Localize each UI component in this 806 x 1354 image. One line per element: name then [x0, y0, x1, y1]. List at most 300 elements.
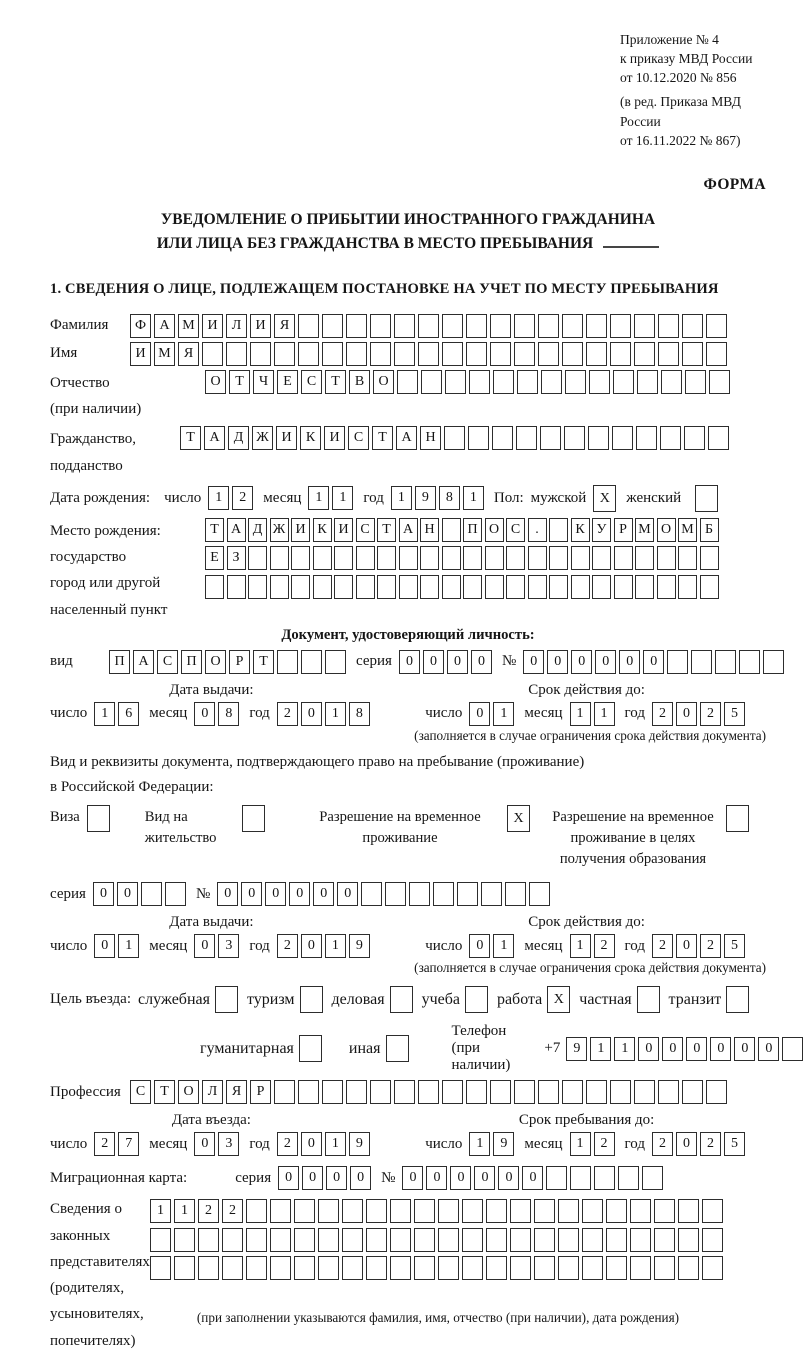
char-cell[interactable] — [782, 1037, 803, 1061]
char-cell[interactable] — [291, 575, 310, 599]
char-cell[interactable] — [394, 342, 415, 366]
char-cell[interactable]: С — [130, 1080, 151, 1104]
char-cell[interactable]: О — [205, 650, 226, 674]
char-cell[interactable]: 8 — [439, 486, 460, 510]
char-cell[interactable] — [682, 314, 703, 338]
char-cell[interactable]: 1 — [493, 934, 514, 958]
char-cell[interactable] — [397, 370, 418, 394]
char-cell[interactable]: 9 — [349, 1132, 370, 1156]
char-cell[interactable] — [370, 342, 391, 366]
char-cell[interactable] — [570, 1166, 591, 1190]
char-cell[interactable] — [366, 1199, 387, 1223]
char-cell[interactable]: Т — [205, 518, 224, 542]
char-cell[interactable] — [418, 314, 439, 338]
char-cell[interactable] — [294, 1199, 315, 1223]
char-cell[interactable] — [356, 546, 375, 570]
char-cell[interactable]: Р — [250, 1080, 271, 1104]
char-cell[interactable]: 7 — [118, 1132, 139, 1156]
char-cell[interactable]: 1 — [150, 1199, 171, 1223]
char-cell[interactable]: О — [373, 370, 394, 394]
char-cell[interactable]: Л — [202, 1080, 223, 1104]
char-cell[interactable] — [654, 1199, 675, 1223]
char-cell[interactable] — [366, 1228, 387, 1252]
char-cell[interactable] — [614, 546, 633, 570]
char-cell[interactable] — [506, 546, 525, 570]
char-cell[interactable] — [613, 370, 634, 394]
char-cell[interactable] — [529, 882, 550, 906]
char-cell[interactable] — [409, 882, 430, 906]
char-cell[interactable] — [763, 650, 784, 674]
char-cell[interactable] — [726, 805, 749, 832]
char-cell[interactable] — [661, 370, 682, 394]
char-cell[interactable] — [658, 314, 679, 338]
char-cell[interactable]: 1 — [570, 702, 591, 726]
char-cell[interactable] — [562, 1080, 583, 1104]
char-cell[interactable] — [538, 342, 559, 366]
char-cell[interactable]: 0 — [710, 1037, 731, 1061]
char-cell[interactable]: 0 — [426, 1166, 447, 1190]
char-cell[interactable]: X — [593, 485, 616, 512]
char-cell[interactable]: 0 — [301, 1132, 322, 1156]
char-cell[interactable] — [438, 1256, 459, 1280]
char-cell[interactable] — [386, 1035, 409, 1062]
char-cell[interactable] — [414, 1199, 435, 1223]
char-cell[interactable] — [660, 426, 681, 450]
char-cell[interactable] — [606, 1199, 627, 1223]
char-cell[interactable]: А — [227, 518, 246, 542]
char-cell[interactable] — [702, 1228, 723, 1252]
char-cell[interactable]: 0 — [217, 882, 238, 906]
char-cell[interactable]: X — [547, 986, 570, 1013]
char-cell[interactable] — [442, 314, 463, 338]
char-cell[interactable] — [394, 1080, 415, 1104]
char-cell[interactable] — [463, 546, 482, 570]
char-cell[interactable] — [462, 1256, 483, 1280]
char-cell[interactable] — [514, 342, 535, 366]
char-cell[interactable]: 1 — [463, 486, 484, 510]
char-cell[interactable] — [270, 1228, 291, 1252]
char-cell[interactable]: 2 — [594, 934, 615, 958]
char-cell[interactable] — [294, 1228, 315, 1252]
char-cell[interactable]: 0 — [474, 1166, 495, 1190]
char-cell[interactable]: 0 — [522, 1166, 543, 1190]
char-cell[interactable]: 1 — [594, 702, 615, 726]
char-cell[interactable] — [377, 546, 396, 570]
char-cell[interactable]: К — [313, 518, 332, 542]
char-cell[interactable]: 0 — [734, 1037, 755, 1061]
char-cell[interactable] — [442, 518, 461, 542]
char-cell[interactable] — [549, 546, 568, 570]
char-cell[interactable]: 0 — [289, 882, 310, 906]
char-cell[interactable] — [546, 1166, 567, 1190]
char-cell[interactable]: 2 — [277, 934, 298, 958]
char-cell[interactable] — [313, 546, 332, 570]
char-cell[interactable]: 0 — [547, 650, 568, 674]
char-cell[interactable]: 3 — [218, 934, 239, 958]
char-cell[interactable] — [274, 1080, 295, 1104]
char-cell[interactable]: 1 — [325, 1132, 346, 1156]
char-cell[interactable] — [682, 1080, 703, 1104]
char-cell[interactable]: Я — [274, 314, 295, 338]
char-cell[interactable] — [442, 342, 463, 366]
char-cell[interactable]: С — [157, 650, 178, 674]
char-cell[interactable] — [318, 1256, 339, 1280]
char-cell[interactable] — [174, 1228, 195, 1252]
char-cell[interactable]: К — [300, 426, 321, 450]
char-cell[interactable] — [637, 986, 660, 1013]
char-cell[interactable] — [514, 1080, 535, 1104]
char-cell[interactable] — [564, 426, 585, 450]
char-cell[interactable]: 2 — [594, 1132, 615, 1156]
char-cell[interactable]: 0 — [301, 702, 322, 726]
char-cell[interactable]: 2 — [652, 934, 673, 958]
char-cell[interactable] — [226, 342, 247, 366]
char-cell[interactable] — [390, 1199, 411, 1223]
char-cell[interactable] — [222, 1256, 243, 1280]
char-cell[interactable] — [709, 370, 730, 394]
char-cell[interactable]: Т — [229, 370, 250, 394]
char-cell[interactable]: 6 — [118, 702, 139, 726]
char-cell[interactable]: Т — [154, 1080, 175, 1104]
char-cell[interactable] — [385, 882, 406, 906]
char-cell[interactable]: 0 — [469, 934, 490, 958]
char-cell[interactable]: 8 — [218, 702, 239, 726]
char-cell[interactable]: 0 — [676, 1132, 697, 1156]
char-cell[interactable] — [399, 546, 418, 570]
char-cell[interactable]: 0 — [337, 882, 358, 906]
char-cell[interactable]: К — [571, 518, 590, 542]
char-cell[interactable]: 1 — [208, 486, 229, 510]
char-cell[interactable] — [538, 314, 559, 338]
char-cell[interactable] — [198, 1228, 219, 1252]
char-cell[interactable] — [370, 314, 391, 338]
char-cell[interactable]: И — [276, 426, 297, 450]
char-cell[interactable] — [528, 575, 547, 599]
char-cell[interactable] — [706, 314, 727, 338]
char-cell[interactable]: 1 — [493, 702, 514, 726]
char-cell[interactable] — [630, 1228, 651, 1252]
char-cell[interactable] — [614, 575, 633, 599]
char-cell[interactable] — [588, 426, 609, 450]
char-cell[interactable] — [492, 426, 513, 450]
char-cell[interactable]: М — [635, 518, 654, 542]
char-cell[interactable]: Т — [180, 426, 201, 450]
char-cell[interactable] — [215, 986, 238, 1013]
char-cell[interactable]: 8 — [349, 702, 370, 726]
char-cell[interactable] — [342, 1228, 363, 1252]
char-cell[interactable] — [370, 1080, 391, 1104]
char-cell[interactable] — [558, 1228, 579, 1252]
char-cell[interactable] — [490, 342, 511, 366]
char-cell[interactable]: Л — [226, 314, 247, 338]
char-cell[interactable] — [318, 1228, 339, 1252]
char-cell[interactable]: У — [592, 518, 611, 542]
char-cell[interactable]: 0 — [638, 1037, 659, 1061]
char-cell[interactable] — [414, 1228, 435, 1252]
char-cell[interactable]: 0 — [450, 1166, 471, 1190]
char-cell[interactable] — [227, 575, 246, 599]
char-cell[interactable] — [658, 342, 679, 366]
char-cell[interactable] — [562, 314, 583, 338]
char-cell[interactable] — [444, 426, 465, 450]
char-cell[interactable]: П — [109, 650, 130, 674]
char-cell[interactable] — [493, 370, 514, 394]
char-cell[interactable]: 0 — [662, 1037, 683, 1061]
char-cell[interactable]: Б — [700, 518, 719, 542]
char-cell[interactable] — [420, 546, 439, 570]
char-cell[interactable]: М — [178, 314, 199, 338]
char-cell[interactable] — [438, 1228, 459, 1252]
char-cell[interactable]: 0 — [619, 650, 640, 674]
char-cell[interactable]: 1 — [614, 1037, 635, 1061]
char-cell[interactable]: 2 — [277, 702, 298, 726]
char-cell[interactable]: 9 — [493, 1132, 514, 1156]
char-cell[interactable]: 0 — [326, 1166, 347, 1190]
char-cell[interactable] — [291, 546, 310, 570]
char-cell[interactable]: А — [154, 314, 175, 338]
char-cell[interactable] — [592, 575, 611, 599]
char-cell[interactable]: 0 — [302, 1166, 323, 1190]
char-cell[interactable]: 1 — [118, 934, 139, 958]
char-cell[interactable]: Ф — [130, 314, 151, 338]
char-cell[interactable] — [691, 650, 712, 674]
char-cell[interactable] — [390, 1256, 411, 1280]
char-cell[interactable] — [636, 426, 657, 450]
char-cell[interactable] — [390, 1228, 411, 1252]
char-cell[interactable] — [510, 1256, 531, 1280]
char-cell[interactable] — [654, 1256, 675, 1280]
char-cell[interactable] — [334, 546, 353, 570]
char-cell[interactable] — [541, 370, 562, 394]
char-cell[interactable] — [706, 1080, 727, 1104]
char-cell[interactable]: Т — [372, 426, 393, 450]
char-cell[interactable] — [594, 1166, 615, 1190]
char-cell[interactable] — [485, 546, 504, 570]
char-cell[interactable]: А — [396, 426, 417, 450]
char-cell[interactable] — [346, 1080, 367, 1104]
char-cell[interactable] — [592, 546, 611, 570]
char-cell[interactable]: 0 — [676, 934, 697, 958]
char-cell[interactable]: 1 — [570, 934, 591, 958]
char-cell[interactable] — [726, 986, 749, 1013]
char-cell[interactable] — [586, 1080, 607, 1104]
char-cell[interactable] — [582, 1199, 603, 1223]
char-cell[interactable] — [610, 342, 631, 366]
char-cell[interactable] — [582, 1256, 603, 1280]
char-cell[interactable] — [684, 426, 705, 450]
char-cell[interactable] — [300, 986, 323, 1013]
char-cell[interactable]: 0 — [117, 882, 138, 906]
char-cell[interactable]: А — [204, 426, 225, 450]
char-cell[interactable]: Ж — [252, 426, 273, 450]
char-cell[interactable] — [377, 575, 396, 599]
char-cell[interactable] — [630, 1256, 651, 1280]
char-cell[interactable]: З — [227, 546, 246, 570]
char-cell[interactable] — [141, 882, 162, 906]
char-cell[interactable] — [700, 546, 719, 570]
char-cell[interactable] — [342, 1256, 363, 1280]
char-cell[interactable]: С — [348, 426, 369, 450]
char-cell[interactable]: Д — [228, 426, 249, 450]
char-cell[interactable]: 0 — [194, 934, 215, 958]
char-cell[interactable]: 9 — [349, 934, 370, 958]
char-cell[interactable]: 0 — [402, 1166, 423, 1190]
char-cell[interactable]: И — [324, 426, 345, 450]
char-cell[interactable] — [248, 575, 267, 599]
char-cell[interactable] — [462, 1228, 483, 1252]
char-cell[interactable] — [708, 426, 729, 450]
char-cell[interactable] — [466, 1080, 487, 1104]
char-cell[interactable] — [248, 546, 267, 570]
char-cell[interactable] — [246, 1228, 267, 1252]
char-cell[interactable]: . — [528, 518, 547, 542]
char-cell[interactable]: Т — [377, 518, 396, 542]
char-cell[interactable] — [463, 575, 482, 599]
char-cell[interactable] — [618, 1166, 639, 1190]
char-cell[interactable] — [445, 370, 466, 394]
char-cell[interactable]: 2 — [652, 1132, 673, 1156]
char-cell[interactable]: 0 — [278, 1166, 299, 1190]
char-cell[interactable]: Е — [277, 370, 298, 394]
char-cell[interactable]: 0 — [265, 882, 286, 906]
char-cell[interactable] — [346, 342, 367, 366]
char-cell[interactable] — [706, 342, 727, 366]
char-cell[interactable] — [610, 1080, 631, 1104]
char-cell[interactable]: Н — [420, 426, 441, 450]
char-cell[interactable] — [246, 1256, 267, 1280]
char-cell[interactable]: Я — [226, 1080, 247, 1104]
char-cell[interactable] — [702, 1199, 723, 1223]
char-cell[interactable] — [325, 650, 346, 674]
char-cell[interactable]: 5 — [724, 1132, 745, 1156]
char-cell[interactable] — [322, 342, 343, 366]
char-cell[interactable]: 0 — [676, 702, 697, 726]
char-cell[interactable] — [589, 370, 610, 394]
char-cell[interactable] — [516, 426, 537, 450]
char-cell[interactable] — [528, 546, 547, 570]
char-cell[interactable] — [270, 1256, 291, 1280]
char-cell[interactable]: 2 — [700, 934, 721, 958]
char-cell[interactable]: 0 — [571, 650, 592, 674]
char-cell[interactable] — [270, 575, 289, 599]
char-cell[interactable]: М — [154, 342, 175, 366]
char-cell[interactable] — [695, 485, 718, 512]
char-cell[interactable]: X — [507, 805, 530, 832]
char-cell[interactable]: 0 — [447, 650, 468, 674]
char-cell[interactable] — [571, 575, 590, 599]
char-cell[interactable] — [322, 314, 343, 338]
char-cell[interactable] — [685, 370, 706, 394]
char-cell[interactable] — [361, 882, 382, 906]
char-cell[interactable] — [534, 1256, 555, 1280]
char-cell[interactable]: 0 — [194, 702, 215, 726]
char-cell[interactable]: 1 — [325, 934, 346, 958]
char-cell[interactable]: Р — [229, 650, 250, 674]
char-cell[interactable] — [634, 1080, 655, 1104]
char-cell[interactable] — [174, 1256, 195, 1280]
char-cell[interactable]: 0 — [686, 1037, 707, 1061]
char-cell[interactable] — [322, 1080, 343, 1104]
char-cell[interactable]: Ж — [270, 518, 289, 542]
char-cell[interactable] — [301, 650, 322, 674]
char-cell[interactable] — [294, 1256, 315, 1280]
char-cell[interactable]: 1 — [590, 1037, 611, 1061]
char-cell[interactable]: 1 — [308, 486, 329, 510]
char-cell[interactable] — [571, 546, 590, 570]
char-cell[interactable] — [486, 1228, 507, 1252]
char-cell[interactable]: С — [356, 518, 375, 542]
char-cell[interactable] — [678, 575, 697, 599]
char-cell[interactable]: 2 — [232, 486, 253, 510]
char-cell[interactable]: 1 — [325, 702, 346, 726]
char-cell[interactable]: А — [133, 650, 154, 674]
char-cell[interactable] — [657, 575, 676, 599]
char-cell[interactable]: И — [250, 314, 271, 338]
char-cell[interactable]: 0 — [399, 650, 420, 674]
char-cell[interactable] — [505, 882, 526, 906]
char-cell[interactable]: 0 — [523, 650, 544, 674]
char-cell[interactable] — [87, 805, 110, 832]
char-cell[interactable] — [277, 650, 298, 674]
char-cell[interactable] — [610, 314, 631, 338]
char-cell[interactable] — [318, 1199, 339, 1223]
char-cell[interactable] — [549, 518, 568, 542]
char-cell[interactable] — [534, 1199, 555, 1223]
char-cell[interactable] — [205, 575, 224, 599]
char-cell[interactable]: 2 — [198, 1199, 219, 1223]
char-cell[interactable]: Р — [614, 518, 633, 542]
char-cell[interactable]: Д — [248, 518, 267, 542]
char-cell[interactable]: 0 — [595, 650, 616, 674]
char-cell[interactable]: 0 — [350, 1166, 371, 1190]
char-cell[interactable] — [442, 1080, 463, 1104]
char-cell[interactable] — [678, 546, 697, 570]
char-cell[interactable]: 2 — [94, 1132, 115, 1156]
char-cell[interactable]: Н — [420, 518, 439, 542]
char-cell[interactable] — [299, 1035, 322, 1062]
char-cell[interactable]: О — [205, 370, 226, 394]
char-cell[interactable] — [433, 882, 454, 906]
char-cell[interactable]: П — [463, 518, 482, 542]
char-cell[interactable] — [540, 426, 561, 450]
char-cell[interactable] — [414, 1256, 435, 1280]
char-cell[interactable]: Я — [178, 342, 199, 366]
char-cell[interactable] — [274, 342, 295, 366]
char-cell[interactable] — [242, 805, 265, 832]
char-cell[interactable] — [346, 314, 367, 338]
char-cell[interactable] — [150, 1256, 171, 1280]
char-cell[interactable] — [490, 314, 511, 338]
char-cell[interactable] — [657, 546, 676, 570]
char-cell[interactable]: 0 — [469, 702, 490, 726]
char-cell[interactable]: 0 — [313, 882, 334, 906]
char-cell[interactable] — [442, 546, 461, 570]
char-cell[interactable] — [438, 1199, 459, 1223]
char-cell[interactable]: 2 — [277, 1132, 298, 1156]
char-cell[interactable] — [510, 1199, 531, 1223]
char-cell[interactable] — [558, 1199, 579, 1223]
char-cell[interactable] — [606, 1228, 627, 1252]
char-cell[interactable]: О — [178, 1080, 199, 1104]
char-cell[interactable] — [700, 575, 719, 599]
char-cell[interactable] — [534, 1228, 555, 1252]
char-cell[interactable] — [486, 1256, 507, 1280]
char-cell[interactable]: О — [657, 518, 676, 542]
char-cell[interactable]: И — [291, 518, 310, 542]
char-cell[interactable] — [678, 1256, 699, 1280]
char-cell[interactable] — [442, 575, 461, 599]
char-cell[interactable] — [635, 575, 654, 599]
